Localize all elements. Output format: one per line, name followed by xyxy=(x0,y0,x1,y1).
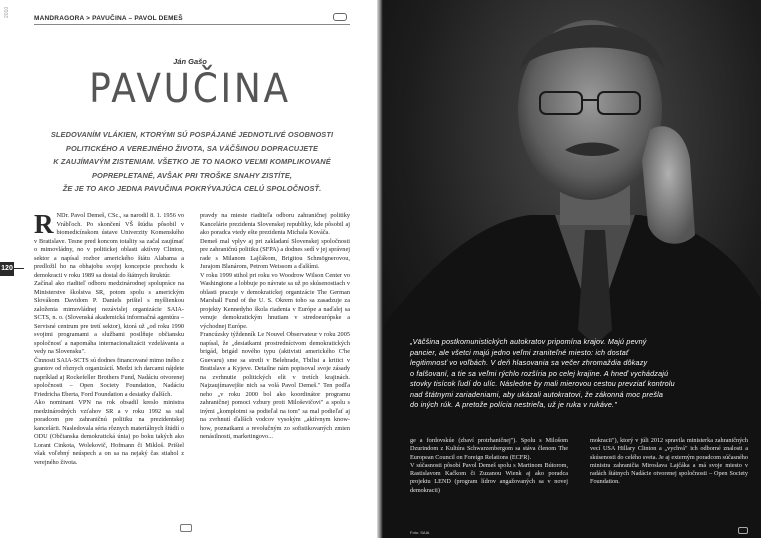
left-page xyxy=(0,0,380,538)
lead-line: POLITICKÉHO A VEREJNÉHO ŽIVOTA, SA VÄČŠINOU DOPRACUJETE xyxy=(65,143,319,153)
quote-line: do iných rúk. A pretože polícia nestrieľa, už je ruka v rukáve." xyxy=(410,400,618,409)
lead-paragraph xyxy=(34,128,350,196)
body-paragraph: Činnosti SAIA-SCTS sú dodnes financované mimo iného z grantov od rôznych organizácií. Medzi ich darcami nájdete napríklad aj Rockefeller Brothers Fund, Nadáciu otvorenej spoločnosti – Open Society Foundation, Nadáciu Friedricha Eberta, Ford Foundation a desiatky ďalších. xyxy=(34,356,184,398)
footer-logo-icon xyxy=(180,524,192,532)
body-paragraph: NDr. Pavol Demeš, CSc., sa narodil 8. 1. 1956 vo Vrábľoch. Po skončení VŠ štúdia pôsobil v biomedicínskom ústave Univerzity Komenského v Bratislave. Tesne pred koncom totality sa začal zaujímať o mimovládny, no v politickej oblasti aktívny Clinton, sektor a napísal rozbor amerického štátu Alabama a predložil ho na obhajobu svojej koncepcie prechodu k demokracii v roku 1989 sa dostal do štátnych štruktúr. xyxy=(34,212,184,279)
lead-line: POPREPLETANÉ, AVŠAK PRI TROŠKE SNAHY ZISTÍTE, xyxy=(91,170,293,180)
right-body-column-1 xyxy=(410,437,568,527)
author-name: Ján Gašo xyxy=(173,57,207,66)
quote-line: o falšovaní, a tie sa veľmi rýchlo rozšíria po celej krajine. A hneď vychádzajú xyxy=(410,368,669,378)
body-paragraph: Začínal ako riaditeľ odboru medzinárodnej spolupráce na Ministerstve školstva SR, potom spolu s americkým Slovákom Davidom P. Daniels prišiel s myšlienkou založenia mimovládnej nezávislej organizácie SAIA-SCTS, n. o. (Slovenská akademická informačná agentúra – Servisné centrum pre tretí sektor), ktorá už „od roku 1990 svojimi programami a službami posilňuje občiansku spoločnosť a napomáha internacionalizácii vzdelávania a vedy na Slovensku". xyxy=(34,280,184,355)
article-title: PAVUČINA xyxy=(89,66,291,112)
breadcrumb: MANDRAGORA > PAVUČINA – PAVOL DEMEŠ xyxy=(34,15,183,22)
lead-line: ŽE JE TO AKO JEDNA PAVUČINA POKRÝVAJÚCA CELÚ SPOLOČNOSŤ. xyxy=(62,184,322,194)
body-column-2 xyxy=(200,212,350,532)
lead-line: K ZAUJÍMAVÝM ZISTENIAM. VŠETKO JE TO NAOKO VEĽMI KOMPLIKOVANÉ xyxy=(53,157,331,167)
body-paragraph: V roku 1999 stihol pri roku vo Woodrow Wilson Center vo Washingtone a lobbuje po návrate sa už po skúsenostiach v oblasti pracuje v demokratickej organizácie The German Marshall Fund of the U. S. Okrem toho sa zasadzuje za projekty Kennedyho škola riadenia v Európe a naďalej sa venuje demokratickým hnutiam v stredoeurópske a východnej Európe. xyxy=(200,271,350,330)
page-number-tick xyxy=(14,268,24,269)
photo-credit: Foto: SAIA xyxy=(410,530,430,535)
quote-line: pancier, ale všetci majú jedno veľmi zraniteľné miesto: ich dostať xyxy=(410,347,629,357)
body-paragraph: Francúzsky týždenník Le Nouvel Observateur v roku 2005 napísal, že „desiatkami prostredníctvom demokratických brigád, brigád nového typu (aktivisti amerického C'he Guevaru) sme sa stretli v Belehrade, Tbilisi a kritici v Bratislave a Kyjeve. Detailne nám popisoval svoje zásady na zvrhnutie politických elít v tretích krajinách. Najzaujímavejšie nich sa volá Pavol Demeš." Ten podľa neho „v roku 2000 bol ako koordinátor programu zahraničnej pomoci vzbury proti Miloševičovi" a spolu s inými „komplotmi sa podieľal na tom" sa mal podieľať aj na zvrhnutí ďalších vodcov vysokým „aktívnym know-how, poznatkami a revolučným zo sofistikovaných zmien nenásilnosti, marketingovo... xyxy=(200,331,350,440)
dropcap: R xyxy=(34,212,54,239)
magazine-logo-icon xyxy=(333,13,347,21)
page-gutter xyxy=(377,0,383,538)
quote-line: stovky tisícok ľudí do ulíc. Následne by mali mierovou cestou prevziať kontrolu xyxy=(410,379,675,388)
body-paragraph: mokracii"), ktorý v júli 2012 spravila ministerka zahraničných vecí USA Hillary Clinton a „vychvá" ich odborné znalosti a skúsenosti do celého sveta. Je aj externým poradcom súčasného ministra zahraničia Miroslava Lajčáka a má svoje miesto v radách štátnych Nadácie otvorenej spoločnosti – Open Society Foundation. xyxy=(590,437,748,486)
body-paragraph: V súčasnosti pôsobí Pavol Demeš spolu s Martinom Bútorom, Rastislavom Kačkom či Zuzanou Wienk aj ako poradca projektu LEND (program lídrov angažovaných sa v novej demokracii) xyxy=(410,461,568,494)
footer-logo-icon xyxy=(738,527,748,534)
lead-line: SLEDOVANÍM VLÁKIEN, KTORÝMI SÚ POSPÁJANÉ JEDNOTLIVÉ OSOBNOSTI xyxy=(50,130,334,139)
quote-line: nad štátnymi zariadeniami, aby ukázali autokratovi, že zákonná moc prešla xyxy=(410,389,664,399)
body-paragraph: Demeš mal vplyv aj pri zakladaní Slovenskej spoločnosti pre zahraničnú politiku (SFPA) a dodnes sedí v jej správnej rade s Milanom Lajčákom, Brigitou Schmögnerovou, Jurajom Blanárom, Petrom Weissom a ďalšími. xyxy=(200,237,350,270)
quote-line: legitimnosť vo voľbách. V deň hlasovania sa večer zhromaždia dôkazy xyxy=(410,358,648,367)
side-year-label: 2010 xyxy=(4,6,10,18)
body-column-1 xyxy=(34,212,184,532)
right-body-column-2 xyxy=(590,437,748,527)
page-number: 120 xyxy=(0,262,14,276)
body-paragraph: pravdy na mieste riaditeľa odboru zahraničnej politiky Kancelárie prezidenta Slovenskej republiky, kde pôsobil aj ako poradca vtedy ešte prezidenta Michala Kováča. xyxy=(200,212,350,236)
pull-quote xyxy=(410,337,750,411)
header-divider xyxy=(34,24,350,25)
quote-line: „Väčšina postkomunistických autokratov pripomína krajov. Majú pevný xyxy=(410,337,647,346)
body-paragraph: Ako nominant VPN na rok obsadil kreslo ministra medzinárodných vzťahov SR a v roku 1992 sa stal poradcom pre zahraničnú politiku na prezidentskej kancelárii. Nasledovala séria rôznych materiálnych štúdií o ODU (Občianska demokratická únia) po boku takých ako Lorant Cinkota, Wolekovič, Hofmann či Mikloš. Prišiel však voľebný neúspech a on sa na nejaký čas stiahol z verejného života. xyxy=(34,399,184,466)
body-paragraph: ge a fordovskúe (zbaví protrhaničnej"). Spolu s Milošom Dzurindom z Kultúra Schwarzenbergom sa stáva členom The European Council on Foreign Relations (ECFR). xyxy=(410,437,568,461)
